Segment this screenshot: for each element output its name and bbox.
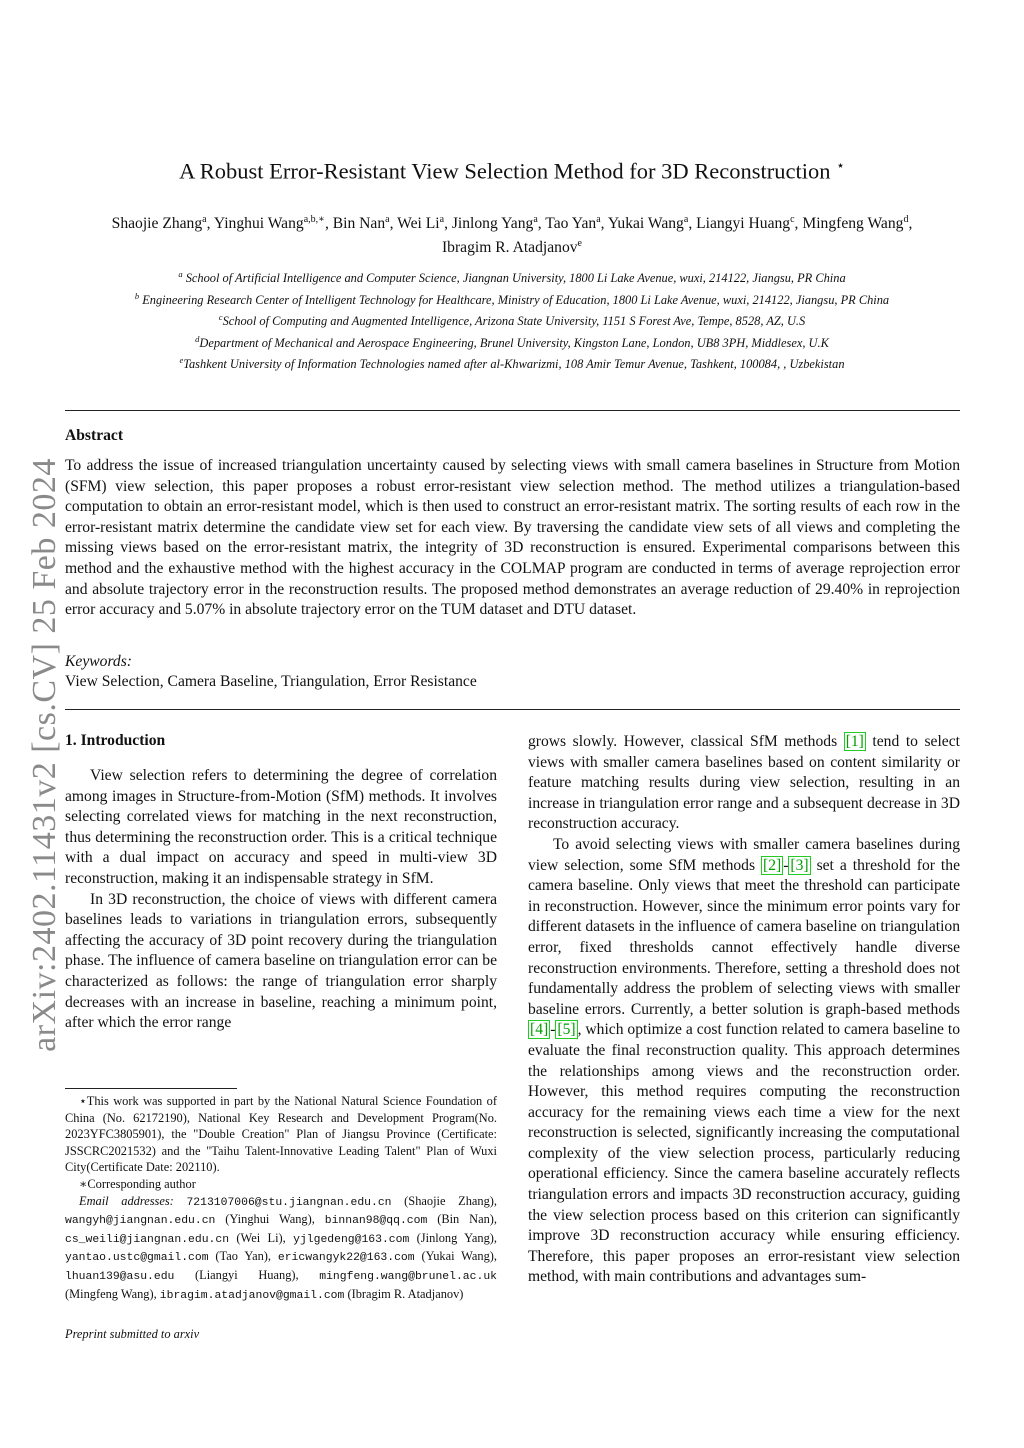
preprint-note: Preprint submitted to arxiv — [65, 1327, 200, 1341]
paragraph: To avoid selecting views with smaller camera baselines during view selection, some SfM methods [2] - [3] set a threshold for the camera baseline. Only views that meet the threshold can participate in reconstruction. However, since the minimum error points vary for different datasets in the influence of camera baseline on triangulation error, fixed thresholds cannot effectively handle diverse reconstruction environments. Therefore, setting a threshold does not fundamentally address the problem of selecting views with smaller baseline errors. Currently, a better solution is graph-based methods [4] - [5] , which optimize a cost function related to camera baseline to evaluate the final reconstruction quality. This approach determines the relationships among views and the reconstruction order. However, this method requires computing the reconstruction accuracy for the remaining views each time a view for the next reconstruction is selected, significantly increasing the computational complexity of the view selection process, particularly reducing operational efficiency. Since the camera baseline accurately reflects triangulation errors and impacts 3D reconstruction accuracy, guiding the view selection process based on this criterion can significantly improve 3D reconstruction accuracy while ensuring efficiency. Therefore, this paper proposes an error-resistant view selection method, with main contributions and advantages sum- — [528, 835, 960, 1286]
section-heading-introduction: 1. Introduction — [65, 732, 166, 749]
email-link[interactable]: wangyh@jiangnan.edu.cn — [65, 1215, 216, 1228]
email-link[interactable]: mingfeng.wang@brunel.ac.uk — [319, 1270, 497, 1283]
paragraph: In 3D reconstruction, the choice of views with different camera baselines leads to variations in triangulation errors, subsequently affecting the accuracy of 3D point recovery during the triangulation phase. The influence of camera baseline on triangulation error can be characterized as follows: the range of triangulation error sharply decreases with an increase in baseline, reaching a minimum point, after which the error range — [65, 890, 497, 1032]
abstract-top-rule — [65, 410, 960, 411]
keywords-text: View Selection, Camera Baseline, Triangulation, Error Resistance — [65, 673, 477, 690]
citation-link[interactable]: [2] — [763, 856, 782, 874]
keywords-heading: Keywords: — [65, 653, 132, 670]
affiliation: $^b$ Engineering Research Center of Intelligent Technology for Healthcare, Ministry of Education, 1800 Li Lake Avenue, wuxi, 214122, Jiangsu, PR China — [134, 290, 890, 307]
right-column — [528, 732, 960, 1288]
author: Jinlong Yang$^a$, — [451, 214, 546, 233]
email-link[interactable]: yjlgedeng@163.com — [293, 1233, 410, 1246]
citation-link[interactable]: [5] — [557, 1021, 576, 1039]
affiliation: $^a$ School of Artificial Intelligence and Computer Science, Jiangnan University, 1800 Li Lake Avenue, wuxi, 214122, Jiangsu, PR China — [178, 269, 846, 286]
paragraph: View selection refers to determining the degree of correlation among images in Structure-from-Motion (SfM) methods. It involves selecting correlated views for matching in the next reconstruction, thus determining the reconstruction order. This is a critical technique with a dual impact on accuracy and speed in multi-view 3D reconstruction, making it an indispensable strategy in SfM. — [65, 767, 497, 887]
email-link[interactable]: 7213107006@stu.jiangnan.edu.cn — [186, 1196, 392, 1209]
citation-link[interactable]: [1] — [845, 733, 864, 750]
footnote-rule — [65, 1088, 237, 1089]
citation-link[interactable]: [4] — [530, 1021, 549, 1039]
affiliation: $^d$Department of Mechanical and Aerospace Engineering, Brunel University, Kingston Lane, London, UB8 3PH, Middlesex, U.K — [195, 333, 829, 350]
arxiv-id: arXiv:2402.11431v2 [cs.CV] 25 Feb 2024 — [26, 458, 64, 1052]
paper-title — [0, 152, 1024, 187]
paragraph: grows slowly. However, classical SfM methods [1] tend to select views with smaller camera baselines based on content similarity or feature matching results during view selection, resulting in an increase in triangulation error range and a subsequent decrease in 3D reconstruction accuracy. — [528, 733, 960, 833]
author: Tao Yan$^a$, — [545, 214, 608, 233]
email-link[interactable]: cs_weili@jiangnan.edu.cn — [65, 1233, 230, 1246]
author: Wei Li$^a$, — [397, 214, 452, 233]
author: Yukai Wang$^a$, — [607, 214, 697, 233]
email-footnote: Email addresses: 7213107006@stu.jiangnan.edu.cn (Shaojie Zhang), wangyh@jiangnan.edu.cn (Yinghui Wang), binnan98@qq.com (Bin Nan), cs_weili@jiangnan.edu.cn (Wei Li), yjlgedeng@163.com (Jinlong Yang), yantao.ustc@gmail.com (Tao Yan), ericwangyk22@163.com (Yukai Wang), lhuan139@asu.edu (Liangyi Huang), mingfeng.wang@brunel.ac.uk (Mingfeng Wang), ibragim.atadjanov@gmail.com (Ibragim R. Atadjanov) — [65, 1193, 497, 1302]
affiliation: $^c$School of Computing and Augmented Intelligence, Arizona State University, 1151 S Forest Ave, Tempe, 8528, AZ, U.S — [218, 312, 806, 329]
citation-link[interactable]: [3] — [790, 856, 809, 874]
email-link[interactable]: yantao.ustc@gmail.com — [65, 1252, 209, 1265]
abstract-bottom-rule — [65, 709, 960, 710]
email-link[interactable]: ibragim.atadjanov@gmail.com — [159, 1289, 345, 1302]
title-text: A Robust Error-Resistant View Selection Method for 3D Reconstruction — [179, 158, 831, 184]
abstract-heading: Abstract — [65, 427, 124, 444]
author: Mingfeng Wang$^d$, — [802, 214, 913, 233]
author: Ibragim R. Atadjanov$^e$ — [441, 238, 582, 257]
author: Bin Nan$^a$, — [332, 214, 398, 233]
left-column — [65, 766, 497, 1034]
affiliation-list — [60, 266, 964, 374]
affiliation: $^e$Tashkent University of Information Technologies named after al-Khwarizmi, 108 Amir Temur Avenue, Tashkent, 100084, , Uzbekistan — [179, 355, 845, 372]
email-link[interactable]: binnan98@qq.com — [324, 1215, 428, 1228]
abstract-text: To address the issue of increased triangulation uncertainty caused by selecting views with small camera baselines in Structure from Motion (SFM) view selection, this paper proposes a robust error-resistant view selection method. The method utilizes a triangulation-based computation to obtain an error-resistant model, which is then used to construct an error-resistant matrix. The sorting results of each row in the error-resistant matrix determine the candidate view set for each view. By traversing the candidate view sets of all views and completing the missing views based on the error-resistant matrix, the integrity of 3D reconstruction is ensured. Experimental comparisons between this method and the exhaustive method with the highest accuracy in the COLMAP program are conducted in terms of average reprojection error and absolute trajectory error in the reconstruction results. The proposed method demonstrates an average reduction of 29.40% in reprojection error accuracy and 5.07% in absolute trajectory error on the TUM dataset and DTU dataset. — [65, 457, 960, 619]
author-list — [60, 210, 964, 258]
email-link[interactable]: ericwangyk22@163.com — [277, 1252, 415, 1265]
author: Yinghui Wang$^{a,b,∗}$, — [213, 214, 333, 233]
author: Liangyi Huang$^c$, — [696, 214, 803, 233]
funding-footnote: ⋆This work was supported in part by the National Natural Science Foundation of China (No. 62172190), National Key Research and Development Program(No. 2023YFC3805901), the "Double Creation" Plan of Jiangsu Province (Certificate: JSSCRC2021532) and the "Taihu Talent-Innovative Leading Talent" Plan of Wuxi City(Certificate Date: 202110). — [65, 1094, 497, 1175]
title-footnote-mark: ⋆ — [836, 159, 845, 174]
corresponding-author-note: ∗Corresponding author — [79, 1176, 196, 1191]
email-link[interactable]: lhuan139@asu.edu — [65, 1270, 175, 1283]
author: Shaojie Zhang$^a$, — [111, 214, 214, 233]
footnotes — [65, 1093, 497, 1304]
